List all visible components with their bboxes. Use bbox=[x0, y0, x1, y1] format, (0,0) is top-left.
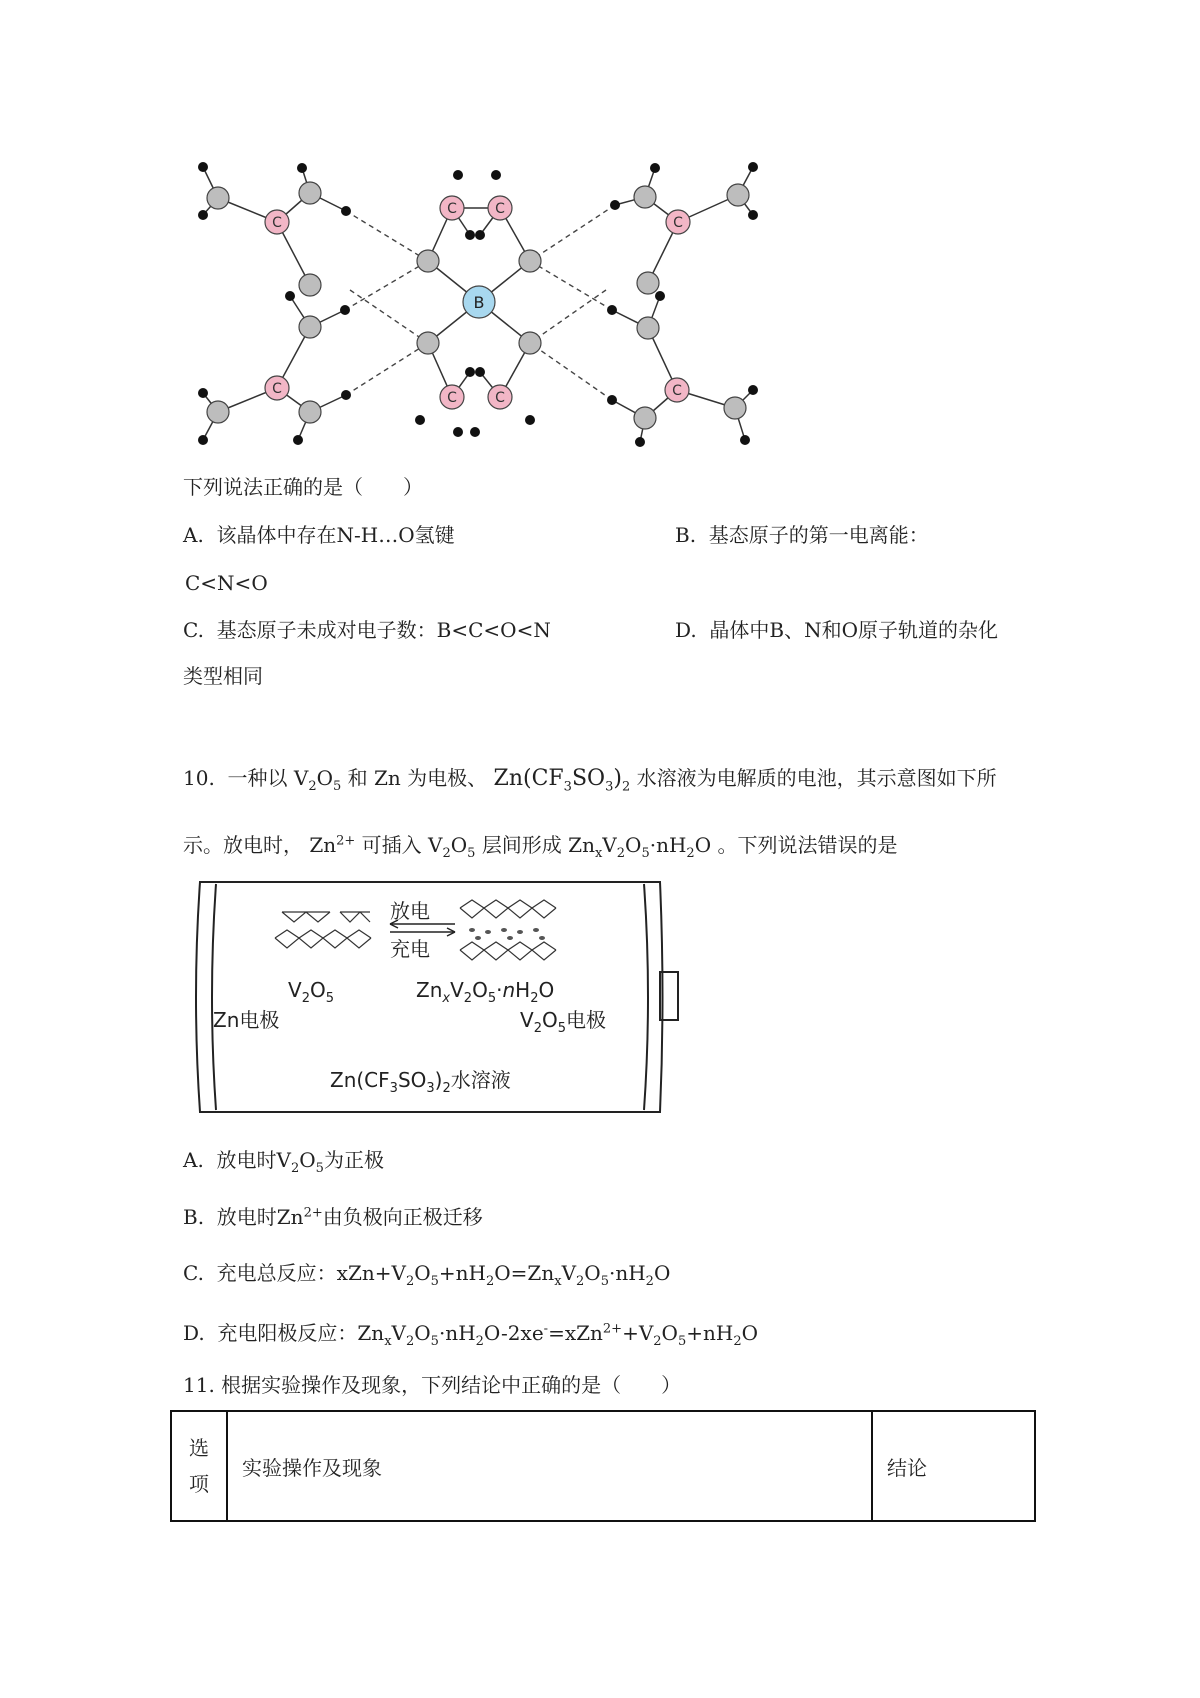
q9-option-c: C. 基态原子未成对电子数：B<C<O<N bbox=[183, 618, 551, 642]
q9-option-b: B. 基态原子的第一电离能： bbox=[675, 523, 929, 547]
discharge-label: 放电 bbox=[390, 899, 430, 923]
q9-stem: 下列说法正确的是（ ） bbox=[183, 475, 423, 499]
v2o5-electrode-label: $V_2O_5$电极 bbox=[520, 1008, 606, 1036]
q10-line-1: 10. 一种以 $V_2O_5$ 和 Zn 为电极、 $Zn(CF_3SO_3)_2$ 水溶液为电解质的电池，其示意图如下所 bbox=[183, 766, 997, 795]
product-layer-label: $Zn_xV_2O_5\cdot nH_2O$ bbox=[416, 978, 555, 1006]
q10-option-d: D. 充电阳极反应：$Zn_xV_2O_5\cdot nH_2O-2xe^-=xZn^{2+}+V_2O_5+nH_2O$ bbox=[183, 1321, 759, 1349]
q11-table bbox=[170, 1410, 1036, 1522]
battery-diagram bbox=[190, 880, 680, 1114]
carbon-label: C bbox=[447, 390, 457, 406]
charge-label: 充电 bbox=[390, 937, 430, 961]
carbon-label: C bbox=[272, 215, 282, 231]
q10-option-c: C. 充电总反应：$xZn+V_2O_5+nH_2O=Zn_xV_2O_5\cdot nH_2O$ bbox=[183, 1261, 671, 1289]
q9-option-b-cont: C<N<O bbox=[185, 571, 268, 595]
q9-option-a: A. 该晶体中存在N-H…O氢键 bbox=[183, 523, 455, 547]
carbon-label: C bbox=[495, 390, 505, 406]
q10-line-2: 示。放电时， $Zn^{2+}$ 可插入 $V_2O_5$ 层间形成 $Zn_xV_2O_5\cdot nH_2O$ 。下列说法错误的是 bbox=[183, 833, 898, 861]
carbon-label: C bbox=[272, 381, 282, 397]
carbon-label: C bbox=[495, 201, 505, 217]
header-operation: 实验操作及现象 bbox=[227, 1411, 872, 1521]
q10-option-a: A. 放电时$V_2O_5$为正极 bbox=[183, 1148, 384, 1176]
header-option: 选 项 bbox=[171, 1411, 227, 1521]
header-conclusion: 结论 bbox=[872, 1411, 1035, 1521]
boron-label: B bbox=[473, 293, 485, 312]
q9-option-d-cont: 类型相同 bbox=[183, 664, 263, 688]
carbon-label: C bbox=[673, 215, 683, 231]
q10-option-b: B. 放电时$Zn^{2+}$由负极向正极迁移 bbox=[183, 1205, 483, 1229]
carbon-label: C bbox=[672, 383, 682, 399]
electrolyte-label: $Zn(CF_3SO_3)_2$水溶液 bbox=[330, 1068, 511, 1096]
carbon-label: C bbox=[447, 201, 457, 217]
q9-option-d: D. 晶体中B、N和O原子轨道的杂化 bbox=[675, 618, 998, 642]
q11-stem: 11. 根据实验操作及现象，下列结论中正确的是（ ） bbox=[183, 1373, 682, 1397]
zn-electrode-label: Zn电极 bbox=[213, 1008, 280, 1032]
crystal-structure-diagram bbox=[180, 150, 770, 460]
v2o5-layer-label: $V_2O_5$ bbox=[288, 978, 334, 1006]
